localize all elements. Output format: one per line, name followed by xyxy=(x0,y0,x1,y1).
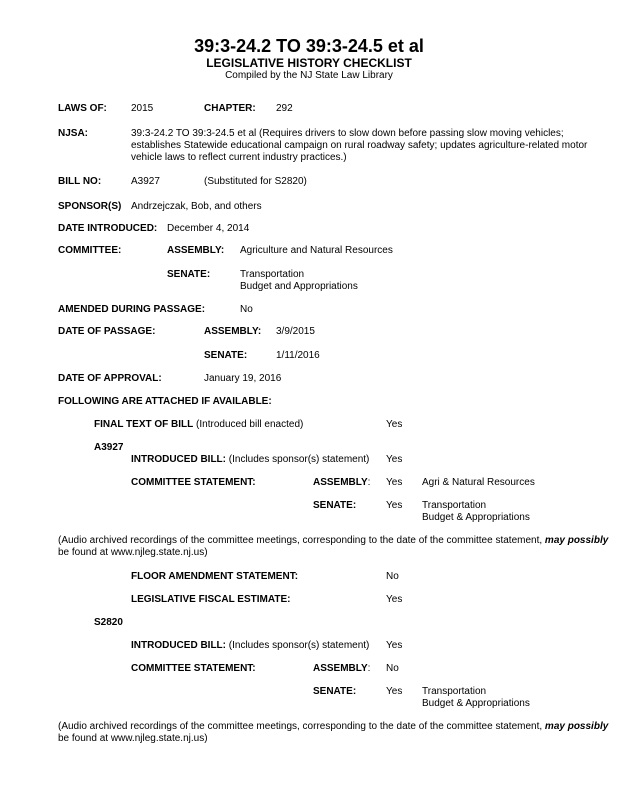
sponsors-label: SPONSOR(S) xyxy=(58,201,122,212)
attachments-heading: FOLLOWING ARE ATTACHED IF AVAILABLE: xyxy=(58,396,272,407)
chapter-value: 292 xyxy=(276,103,293,114)
fiscal-estimate-label: LEGISLATIVE FISCAL ESTIMATE: xyxy=(131,594,291,605)
bill-no-value: A3927 xyxy=(131,176,160,187)
audio-note-line xyxy=(58,535,608,547)
final-text-value: Yes xyxy=(386,419,403,430)
audio-note-text: (Audio archived recordings of the committee meetings, corresponding to the date of the committee statement, xyxy=(58,535,545,546)
compiled-by: Compiled by the NJ State Law Library xyxy=(225,70,393,81)
passage-assembly-value: 3/9/2015 xyxy=(276,326,315,337)
committee-assembly-label: ASSEMBLY: xyxy=(167,245,225,256)
committee-senate-value: Budget and Appropriations xyxy=(240,281,358,292)
a3927-assembly-value: Yes xyxy=(386,477,403,488)
committee-senate-value: Transportation xyxy=(240,269,305,280)
passage-assembly-label: ASSEMBLY: xyxy=(204,326,262,337)
s2820-heading: S2820 xyxy=(94,617,123,628)
audio-note-emphasis: may possibly xyxy=(544,721,609,732)
a3927-introduced-value: Yes xyxy=(386,454,403,465)
s2820-senate-committee: Budget & Appropriations xyxy=(422,698,530,709)
fiscal-estimate-value: Yes xyxy=(386,594,403,605)
s2820-assembly-colon: : xyxy=(367,663,371,674)
floor-amendment-label: FLOOR AMENDMENT STATEMENT: xyxy=(131,571,299,582)
a3927-assembly-colon: : xyxy=(367,477,371,488)
njsa-label: NJSA: xyxy=(58,128,89,139)
date-of-approval-label: DATE OF APPROVAL: xyxy=(58,373,162,384)
a3927-senate-label: SENATE: xyxy=(313,500,357,511)
a3927-introduced-label: INTRODUCED BILL: xyxy=(131,454,226,465)
s2820-introduced-note: (Includes sponsor(s) statement) xyxy=(228,640,370,651)
a3927-senate-committee: Transportation xyxy=(422,500,487,511)
bill-no-label: BILL NO: xyxy=(58,176,102,187)
s2820-assembly-row xyxy=(313,663,370,675)
njsa-line: 39:3-24.2 TO 39:3-24.5 et al (Requires drivers to slow down before passing slow moving vehicles; xyxy=(131,128,564,139)
committee-senate-label: SENATE: xyxy=(167,269,211,280)
date-introduced-label: DATE INTRODUCED: xyxy=(58,223,158,234)
a3927-introduced-row xyxy=(131,454,369,466)
passage-senate-label: SENATE: xyxy=(204,350,248,361)
a3927-committee-label: COMMITTEE STATEMENT: xyxy=(131,477,256,488)
njsa-line: establishes Statewide educational campaign on rural roadway safety; updates agriculture-related motor xyxy=(131,140,588,151)
njsa-line: vehicle laws to reflect current industry practices.) xyxy=(131,152,347,163)
s2820-introduced-row xyxy=(131,640,369,652)
final-text-note: (Introduced bill enacted) xyxy=(196,419,304,430)
a3927-heading: A3927 xyxy=(94,442,124,453)
s2820-senate-label: SENATE: xyxy=(313,686,357,697)
floor-amendment-value: No xyxy=(386,571,399,582)
date-of-approval-value: January 19, 2016 xyxy=(204,373,282,384)
amended-label: AMENDED DURING PASSAGE: xyxy=(58,304,206,315)
audio-note-line xyxy=(58,721,608,733)
s2820-assembly-label: ASSEMBLY xyxy=(313,663,368,674)
date-of-passage-label: DATE OF PASSAGE: xyxy=(58,326,156,337)
laws-of-label: LAWS OF: xyxy=(58,103,107,114)
s2820-introduced-label: INTRODUCED BILL: xyxy=(131,640,226,651)
s2820-senate-value: Yes xyxy=(386,686,403,697)
laws-of-value: 2015 xyxy=(131,103,154,114)
page-subtitle: LEGISLATIVE HISTORY CHECKLIST xyxy=(206,56,412,70)
a3927-senate-value: Yes xyxy=(386,500,403,511)
sponsors-value: Andrzejczak, Bob, and others xyxy=(131,201,262,212)
committee-assembly-value: Agriculture and Natural Resources xyxy=(240,245,393,256)
committee-label: COMMITTEE: xyxy=(58,245,122,256)
audio-note-line: be found at www.njleg.state.nj.us) xyxy=(58,733,208,744)
date-introduced-value: December 4, 2014 xyxy=(167,223,250,234)
s2820-senate-committee: Transportation xyxy=(422,686,487,697)
a3927-assembly-committee: Agri & Natural Resources xyxy=(422,477,535,488)
s2820-introduced-value: Yes xyxy=(386,640,403,651)
a3927-senate-committee: Budget & Appropriations xyxy=(422,512,530,523)
page-title: 39:3-24.2 TO 39:3-24.5 et al xyxy=(194,36,424,56)
final-text-row xyxy=(94,419,303,431)
a3927-assembly-row xyxy=(313,477,370,489)
a3927-assembly-label: ASSEMBLY xyxy=(313,477,368,488)
passage-senate-value: 1/11/2016 xyxy=(276,350,320,361)
final-text-label: FINAL TEXT OF BILL xyxy=(94,419,194,430)
audio-note-line: be found at www.njleg.state.nj.us) xyxy=(58,547,208,558)
audio-note-emphasis: may possibly xyxy=(544,535,609,546)
s2820-committee-label: COMMITTEE STATEMENT: xyxy=(131,663,256,674)
amended-value: No xyxy=(240,304,253,315)
a3927-introduced-note: (Includes sponsor(s) statement) xyxy=(228,454,370,465)
s2820-assembly-value: No xyxy=(386,663,399,674)
audio-note-text: (Audio archived recordings of the committee meetings, corresponding to the date of the committee statement, xyxy=(58,721,545,732)
bill-no-note: (Substituted for S2820) xyxy=(204,176,307,187)
chapter-label: CHAPTER: xyxy=(204,103,256,114)
